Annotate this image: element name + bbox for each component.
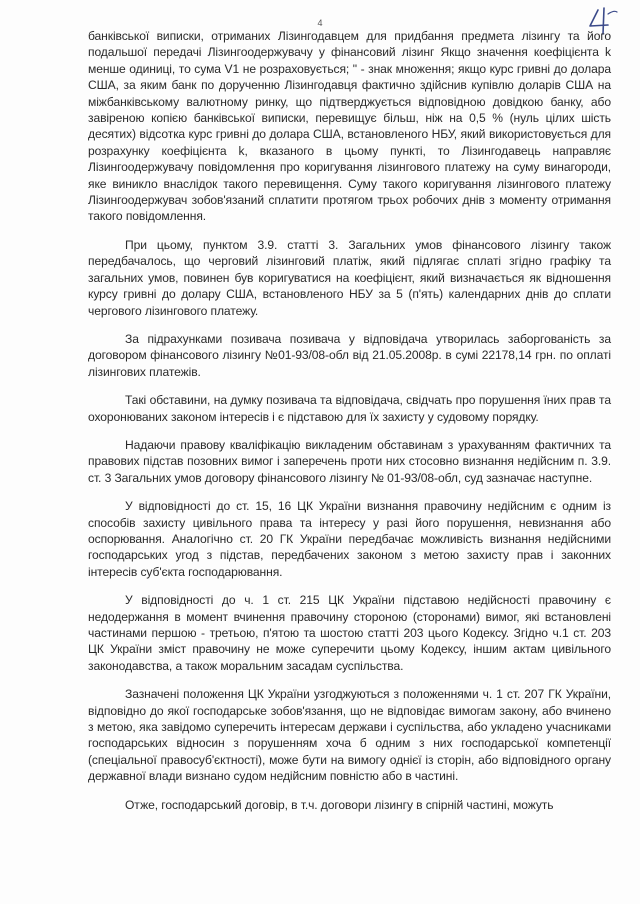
document-body	[88, 28, 611, 813]
paragraph-9: Отже, господарський договір, в т.ч. договори лізингу в спірній частині, можуть	[125, 797, 554, 812]
paragraph-8: Зазначені положення ЦК України узгоджуються з положеннями ч. 1 ст. 207 ГК України, відповідно до якої господарське зобов'язання, що не відповідає вимогам закону, або вчинено з метою, яка завідомо суперечить інтересам держави і суспільства, або укладено учасниками господарських відносин з порушенням хоча б одним з них господарської компетенції (спеціальної правосуб'єктності), може бути на вимогу однієї із сторін, або відповідного органу державної влади визнано судом недійсним повністю або в частині.	[88, 687, 611, 784]
paragraph-1: банківської виписки, отриманих Лізингодавцем для придбання предмета лізингу та його подальшої передачі Лізингоодержувачу у фінансовий лізинг Якщо значення коефіцієнта k менше одиниці, то сума V1 не розраховується; " - знак множення; якщо курс гривні до долара США, за яким банк по дорученню Лізингодавця фактично здійснив купівлю доларів США на міжбанківському валютному ринку, що підтверджується відповідною довідкою банку, або завіреною копією банківської виписки, перевищує більш, ніж на 0,5 % (нуль цілих шість десятих) відсоткa курс гривні до долара США, встановленого НБУ, який використовується для розрахунку коефіцієнта k, вказаного в цьому пункті, то Лізингодавець направляє Лізингоодержувачу повідомлення про коригування лізингового платежу на суму винагороди, яке виникло внаслідок такого перевищення. Суму такого коригування лізингового платежу Лізингоодержувач зобов'язаний сплатити протягом трьох робочих днів з моменту отримання такого повідомлення.	[88, 29, 611, 224]
paragraph-2: При цьому, пунктом 3.9. статті 3. Загальних умов фінансового лізингу також передбачалось, що черговий лізинговий платіж, який підлягає сплаті згідно графіку та загальних умов, повинен був коригуватися на коефіцієнт, який визначається як відношення курсу гривні до долару США, встановленого НБУ за 5 (п'ять) календарних днів до сплати чергового лізингового платежу.	[88, 237, 611, 318]
paragraph-6: У відповідності до ст. 15, 16 ЦК України визнання правочину недійсним є одним із способів захисту цивільного права та інтересу у разі його порушення, невизнання або оспорювання. Аналогічно ст. 20 ГК України передбачає можливість визнання недійсними господарських угод з підстав, передбачених законом з метою захисту прав і законних інтересів суб'єкта господарювання.	[88, 499, 611, 579]
page-number: 4	[317, 18, 323, 28]
paragraph-4: Такі обставини, на думку позивача та відповідача, свідчать про порушення їних прав та охоронюваних законом інтересів і є підставою для їх захисту у судовому порядку.	[88, 393, 611, 424]
paragraph-7: У відповідності до ч. 1 ст. 215 ЦК України підставою недійсності правочину є недодержання в момент вчинення правочину стороною (сторонами) вимог, які встановлені частинами першою - третьою, п'ятою та шостою статті 203 цього Кодексу. Згідно ч.1 ст. 203 ЦК України зміст правочину не може суперечити цьому Кодексу, іншим актам цивільного законодавства, а також моральним засадам суспільства.	[88, 593, 611, 673]
paragraph-5: Надаючи правову кваліфікацію викладеним обставинам з урахуванням фактичних та правових підстав позовних вимог і заперечень проти них стосовно визнання недійсним п. 3.9. ст. 3 Загальних умов договору фінансового лізингу № 01-93/08-обл, суд зазначає наступне.	[88, 437, 611, 485]
paragraph-3: За підрахунками позивача позивача у відповідача утворилась заборгованість за договором фінансового лізингу №01-93/08-обл від 21.05.2008р. в сумі 22178,14 грн. по оплаті лізингових платежів.	[88, 331, 611, 379]
